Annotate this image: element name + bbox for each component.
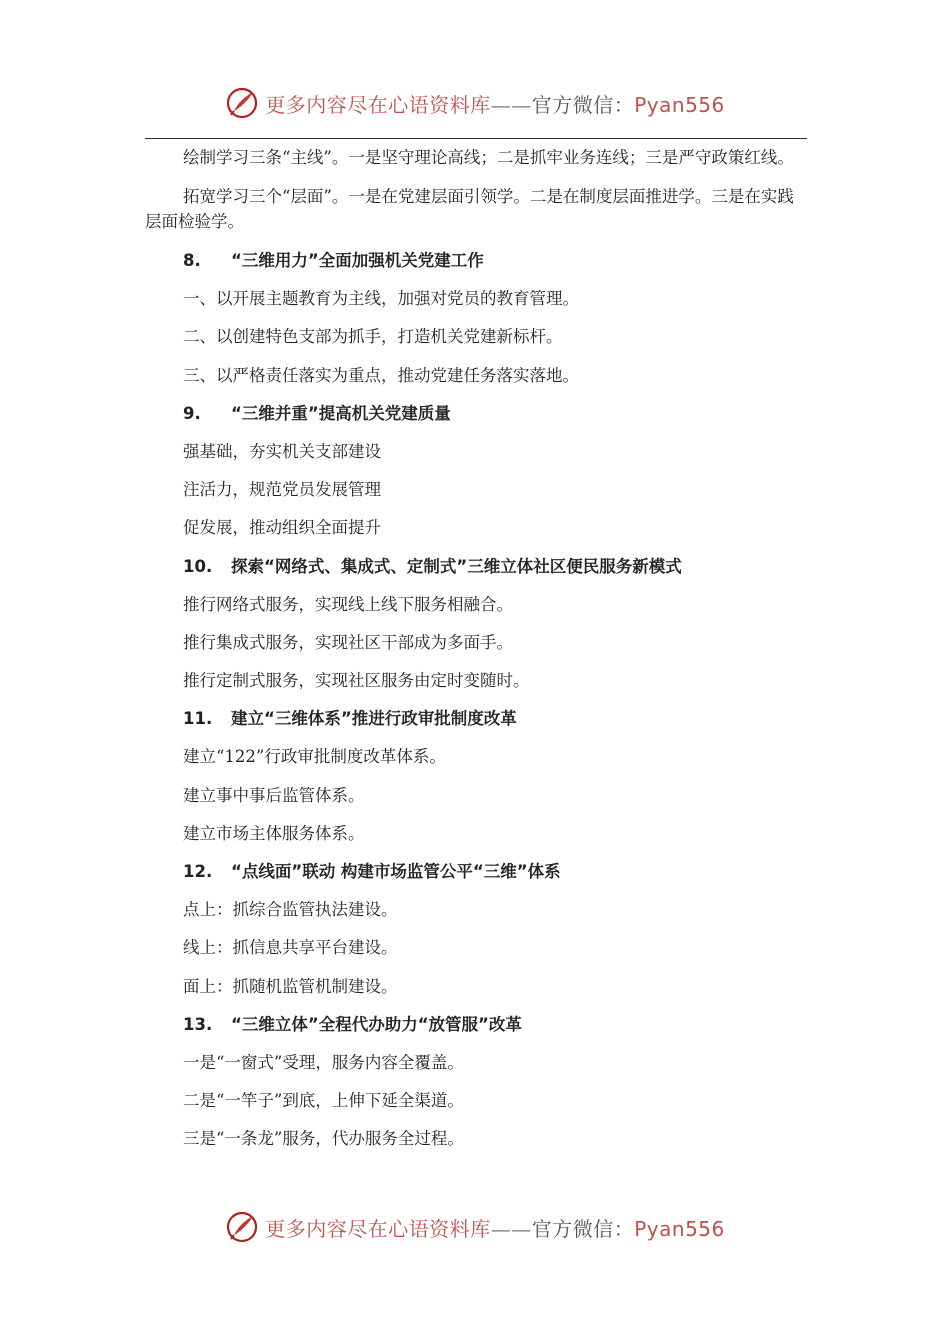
banner-wechat-id: Pyan556 bbox=[634, 1216, 725, 1241]
list-item: 建立“122”行政审批制度改革体系。 bbox=[183, 747, 446, 767]
section-number: 12. bbox=[183, 862, 213, 881]
banner-wechat-label: 官方微信： bbox=[531, 1216, 635, 1241]
list-item: 推行定制式服务，实现社区服务由定时变随时。 bbox=[183, 671, 530, 691]
section-title: “点线面”联动 构建市场监管公平“三维”体系 bbox=[231, 862, 561, 881]
list-item: 注活力，规范党员发展管理 bbox=[183, 480, 381, 500]
banner-wechat-id: Pyan556 bbox=[634, 92, 725, 117]
banner-main-text: 更多内容尽在心语资料库 bbox=[265, 1216, 491, 1241]
list-item: 线上：抓信息共享平台建设。 bbox=[183, 938, 398, 958]
list-item: 推行集成式服务，实现社区干部成为多面手。 bbox=[183, 632, 513, 652]
document-body bbox=[145, 145, 807, 1165]
section-title: 探索“网络式、集成式、定制式”三维立体社区便民服务新模式 bbox=[231, 556, 682, 576]
header-divider bbox=[145, 138, 807, 139]
list-item: 建立事中事后监管体系。 bbox=[183, 785, 365, 805]
list-item: 三、以严格责任落实为重点，推动党建任务落实落地。 bbox=[183, 365, 579, 385]
banner-dash: —— bbox=[490, 92, 532, 117]
banner-text bbox=[265, 1213, 725, 1242]
intro-paragraph: 绘制学习三条“主线”。一是坚守理论高线；二是抓牢业务连线；三是严守政策红线。 bbox=[183, 148, 794, 167]
banner-dash: —— bbox=[490, 1216, 532, 1241]
quill-logo-icon bbox=[225, 86, 259, 120]
section-number: 9. bbox=[183, 403, 201, 423]
section-heading bbox=[145, 859, 807, 884]
header-banner bbox=[0, 86, 950, 120]
section-heading bbox=[145, 1012, 807, 1037]
section-number: 11. bbox=[183, 709, 213, 729]
quill-logo-icon bbox=[225, 1210, 259, 1244]
list-item: 建立市场主体服务体系。 bbox=[183, 823, 365, 843]
intro-paragraph: 拓宽学习三个“层面”。一是在党建层面引领学。二是在制度层面推进学。三是在实践层面检验学。 bbox=[145, 187, 794, 231]
list-item: 推行网络式服务，实现线上线下服务相融合。 bbox=[183, 594, 513, 614]
section-title: “三维立体”全程代办助力“放管服”改革 bbox=[231, 1014, 522, 1034]
section-title: 建立“三维体系”推进行政审批制度改革 bbox=[231, 709, 517, 729]
list-item: 点上：抓综合监管执法建设。 bbox=[183, 900, 398, 920]
banner-wechat-label: 官方微信： bbox=[531, 92, 635, 117]
list-item: 面上：抓随机监管机制建设。 bbox=[183, 976, 398, 996]
section-heading bbox=[145, 554, 807, 579]
section-title: “三维用力”全面加强机关党建工作 bbox=[231, 251, 484, 270]
section-number: 13. bbox=[183, 1014, 213, 1034]
section-heading bbox=[145, 706, 807, 731]
section-number: 8. bbox=[183, 251, 201, 270]
list-item: 促发展，推动组织全面提升 bbox=[183, 518, 381, 538]
section-number: 10. bbox=[183, 556, 213, 576]
list-item: 二是“一竿子”到底，上伸下延全渠道。 bbox=[183, 1091, 464, 1111]
footer-banner bbox=[0, 1210, 950, 1244]
banner-main-text: 更多内容尽在心语资料库 bbox=[265, 92, 491, 117]
banner-text bbox=[265, 89, 725, 118]
list-item: 三是“一条龙”服务，代办服务全过程。 bbox=[183, 1129, 464, 1149]
list-item: 二、以创建特色支部为抓手，打造机关党建新标杆。 bbox=[183, 327, 563, 347]
list-item: 一是“一窗式”受理，服务内容全覆盖。 bbox=[183, 1052, 464, 1072]
section-heading bbox=[145, 401, 807, 426]
section-heading bbox=[145, 248, 807, 273]
list-item: 强基础，夯实机关支部建设 bbox=[183, 441, 381, 461]
section-title: “三维并重”提高机关党建质量 bbox=[231, 403, 451, 423]
list-item: 一、以开展主题教育为主线，加强对党员的教育管理。 bbox=[183, 289, 579, 309]
